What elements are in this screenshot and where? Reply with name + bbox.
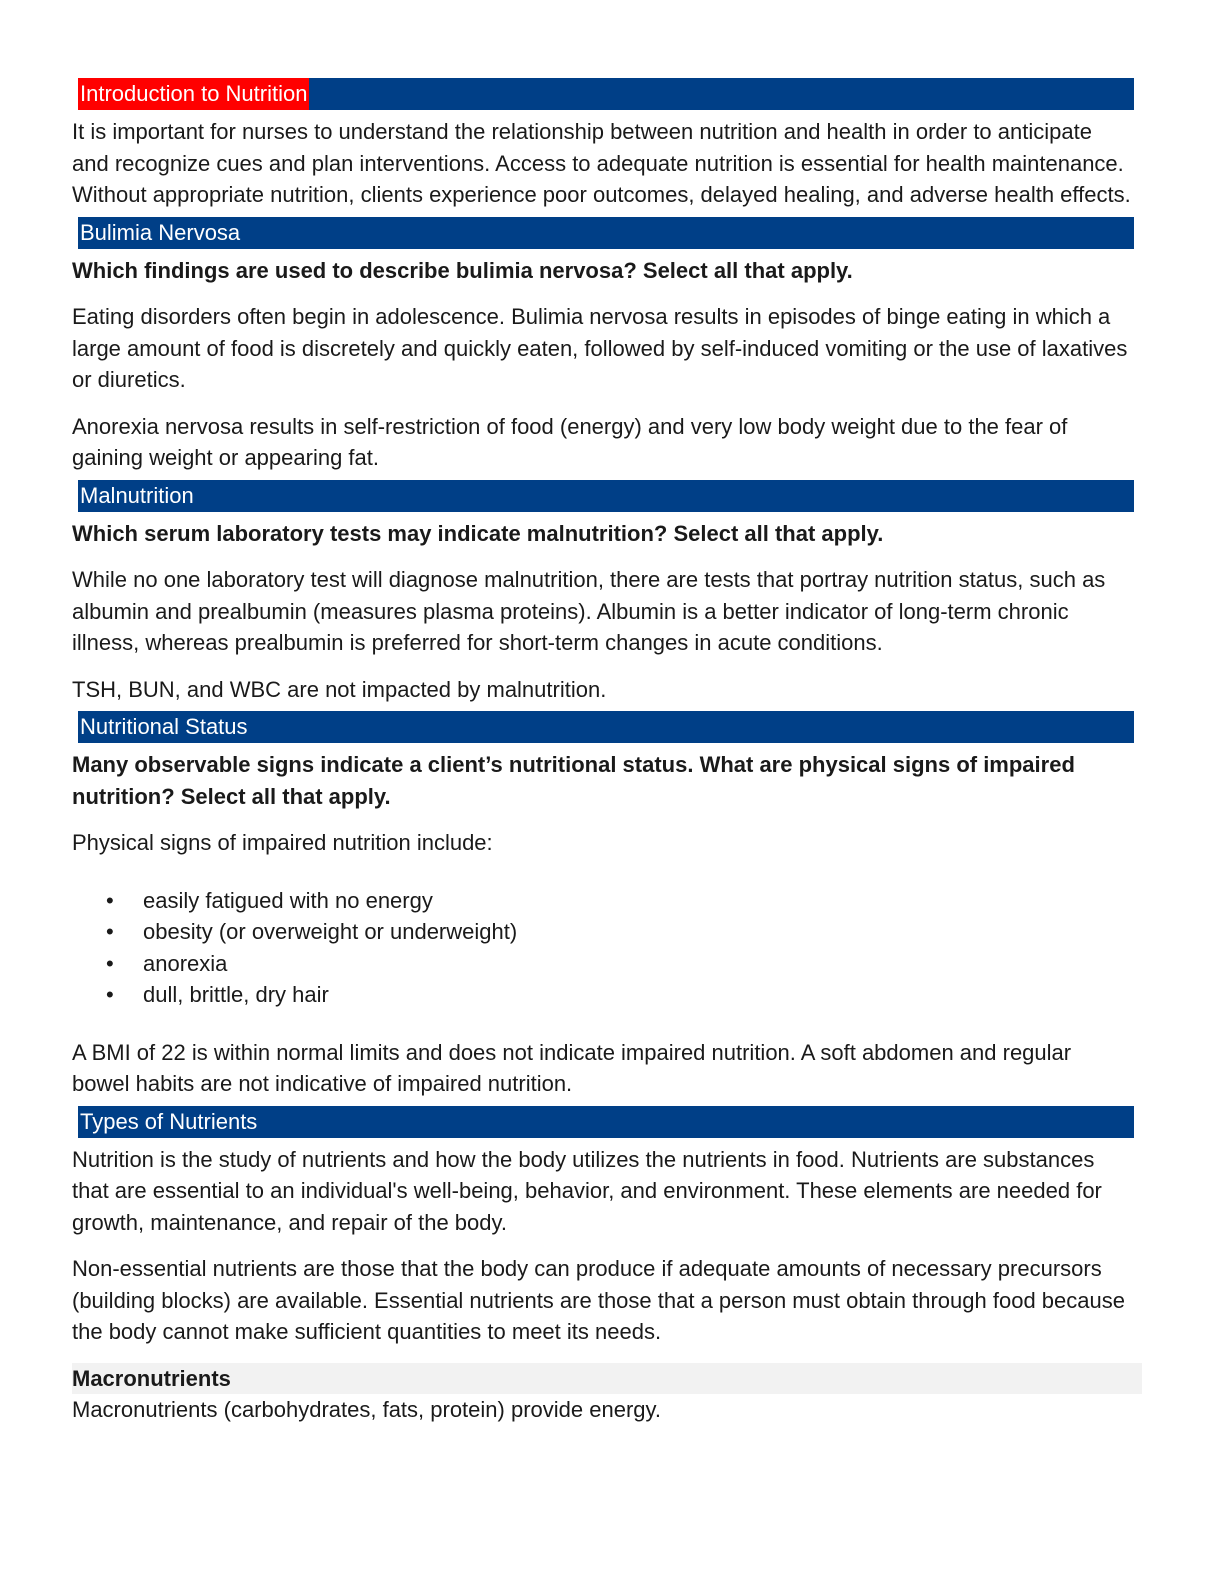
nutritional-status-question: Many observable signs indicate a client’s nutritional status. What are physical signs of impaired nutrition? Select all that apply.	[72, 752, 1075, 809]
section-header-malnutrition	[78, 480, 1134, 512]
malnutrition-paragraph-2: TSH, BUN, and WBC are not impacted by malnutrition.	[72, 676, 607, 702]
types-paragraph-1: Nutrition is the study of nutrients and how the body utilizes the nutrients in food. Nutrients are substances that are essential to an individual's well-being, behavior, and environment. These elements are needed for growth, maintenance, and repair of the body.	[72, 1146, 1102, 1235]
impaired-nutrition-signs-list	[72, 885, 1134, 1011]
malnutrition-question: Which serum laboratory tests may indicate malnutrition? Select all that apply.	[72, 520, 884, 546]
section-title-introduction: Introduction to Nutrition	[78, 78, 309, 110]
bullet-icon: •	[106, 887, 114, 913]
nutritional-status-paragraph-2: A BMI of 22 is within normal limits and does not indicate impaired nutrition. A soft abdomen and regular bowel habits are not indicative of impaired nutrition.	[72, 1039, 1072, 1096]
section-title-nutritional-status: Nutritional Status	[80, 714, 248, 739]
document-page	[72, 78, 1134, 1425]
section-title-malnutrition: Malnutrition	[80, 482, 194, 508]
bulimia-paragraph-2: Anorexia nervosa results in self-restriction of food (energy) and very low body weight due to the fear of gaining weight or appearing fat.	[72, 413, 1068, 470]
types-paragraph-2: Non-essential nutrients are those that the body can produce if adequate amounts of necessary precursors (building blocks) are available. Essential nutrients are those that a person must obtain through food because the body cannot make sufficient quantities to meet its needs.	[72, 1256, 1125, 1344]
section-title-bulimia-nervosa: Bulimia Nervosa	[80, 219, 241, 245]
list-item: • easily fatigued with no energy	[72, 885, 1134, 917]
bullet-icon: •	[106, 919, 114, 944]
list-item: • obesity (or overweight or underweight)	[72, 916, 1134, 948]
section-header-nutritional-status	[78, 711, 1134, 743]
macronutrients-paragraph: Macronutrients (carbohydrates, fats, protein) provide energy.	[72, 1396, 661, 1422]
section-header-bulimia-nervosa	[78, 217, 1134, 249]
malnutrition-paragraph-1: While no one laboratory test will diagnose malnutrition, there are tests that portray nutrition status, such as albumin and prealbumin (measures plasma proteins). Albumin is a better indicator of long-term chronic illness, whereas prealbumin is preferred for short-term changes in acute conditions.	[72, 567, 1106, 655]
list-item: • anorexia	[72, 948, 1134, 980]
bullet-icon: •	[106, 950, 114, 976]
section-header-types-of-nutrients	[78, 1106, 1134, 1138]
bullet-icon: •	[106, 982, 114, 1007]
bulimia-paragraph-1: Eating disorders often begin in adolescence. Bulimia nervosa results in episodes of binge eating in which a large amount of food is discretely and quickly eaten, followed by self-induced vomiting or the use of laxatives or diuretics.	[72, 304, 1128, 392]
section-title-types-of-nutrients: Types of Nutrients	[80, 1108, 258, 1134]
nutritional-status-intro: Physical signs of impaired nutrition include:	[72, 830, 493, 855]
macronutrients-subheading: Macronutrients	[72, 1363, 1142, 1394]
intro-paragraph: It is important for nurses to understand the relationship between nutrition and health in order to anticipate and recognize cues and plan interventions. Access to adequate nutrition is essential for health maintenance. Without appropriate nutrition, clients experience poor outcomes, delayed healing, and adverse health effects.	[72, 119, 1131, 207]
bulimia-question: Which findings are used to describe bulimia nervosa? Select all that apply.	[72, 257, 853, 283]
section-header-introduction	[78, 78, 1134, 110]
list-item: • dull, brittle, dry hair	[72, 979, 1134, 1011]
